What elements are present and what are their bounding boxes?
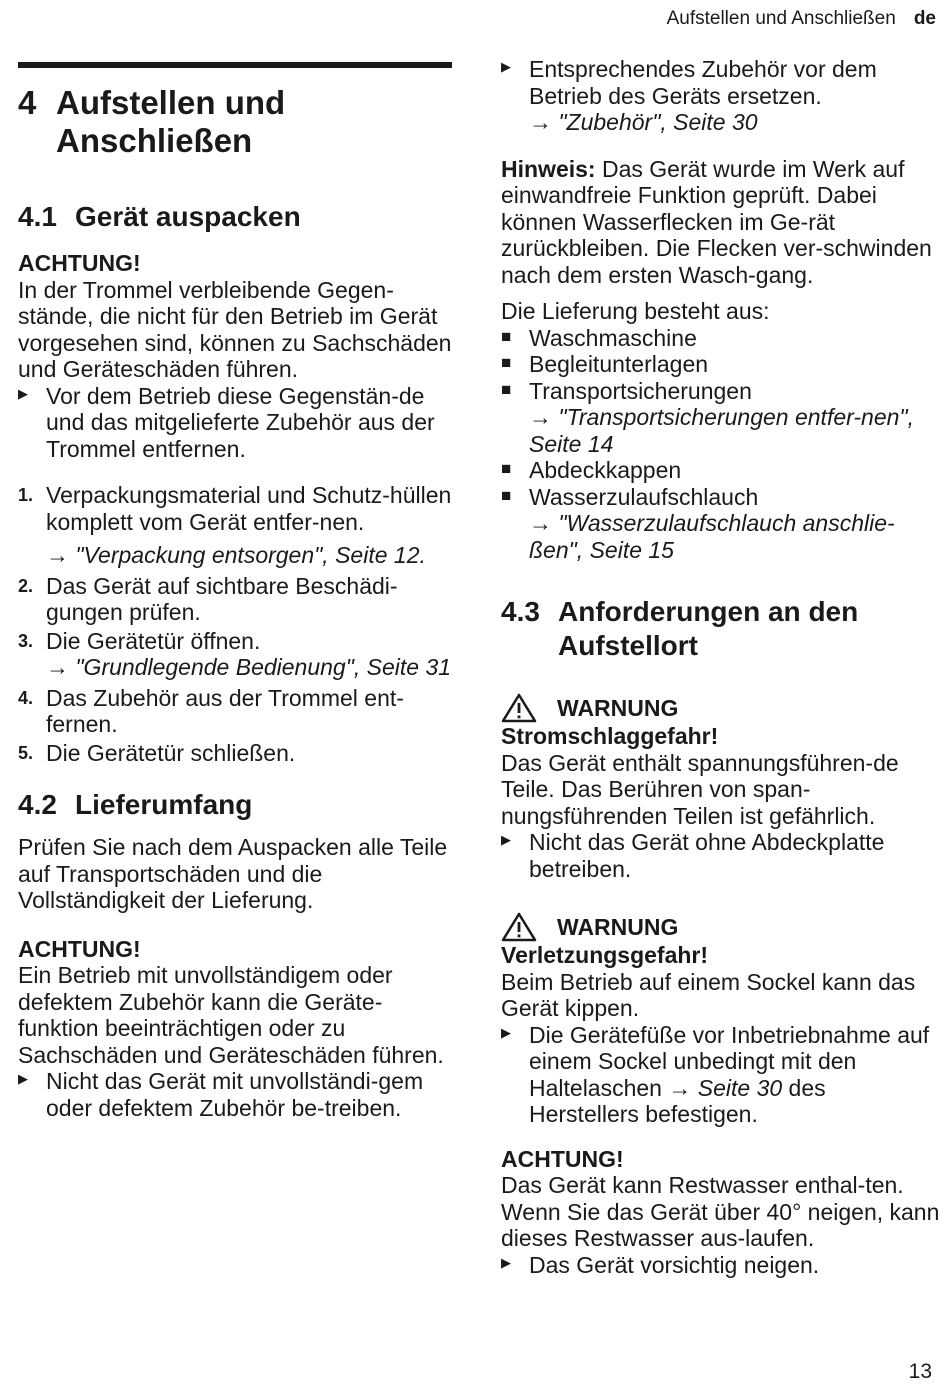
note-text: Das Gerät wurde im Werk auf einwandfreie Funktion geprüft. Dabei können Wasserflecken im Ge-rät zurückbleiben. Die Flecken ver-schwinden nach dem ersten Wasch-gang.	[501, 155, 932, 288]
list-item	[501, 378, 941, 458]
action-bullet	[501, 829, 941, 882]
list-item-text: Transportsicherungen	[529, 377, 752, 404]
step-number: 4.	[18, 687, 34, 708]
hazard-title: Verletzungsgefahr!	[501, 942, 709, 968]
list-item	[501, 351, 941, 378]
warning-text: In der Trommel verbleibende Gegen-stände, die nicht für den Betrieb im Gerät vorgesehen sind, können zu Sachschäden und Geräteschäden führen.	[18, 276, 452, 382]
step-number: 5.	[18, 742, 34, 763]
step-text: Das Zubehör aus der Trommel ent-fernen.	[46, 684, 404, 737]
bullet-text: des Herstellers befestigen.	[529, 1074, 826, 1127]
list-item-text: Begleitunterlagen	[529, 351, 709, 377]
caution-text: Das Gerät kann Restwasser enthal-ten. Wenn Sie das Gerät über 40° neigen, kann dieses Restwasser aus-laufen.	[501, 1172, 940, 1251]
list-item-text: Wasserzulaufschlauch	[529, 483, 759, 510]
section-title-line2: Aufstellort	[558, 630, 698, 661]
warning-label: WARNUNG	[557, 694, 679, 721]
square-bullet-icon: ■	[501, 353, 512, 372]
step-text: Die Gerätetür öffnen.	[46, 627, 261, 654]
hazard-text: Beim Betrieb auf einem Sockel kann das Gerät kippen.	[501, 968, 916, 1021]
square-bullet-icon: ■	[501, 379, 512, 399]
bullet-text: Nicht das Gerät ohne Abdeckplatte betreiben.	[529, 829, 885, 882]
bullet-text: Entsprechendes Zubehör vor dem Betrieb des Geräts ersetzen.	[529, 56, 877, 109]
triangle-bullet-icon: ▶	[501, 1024, 511, 1040]
bullet-text: Die Gerätefüße vor Inbetriebnahme auf einem Sockel unbedingt mit den Haltelaschen	[529, 1021, 930, 1101]
triangle-bullet-icon: ▶	[501, 1254, 511, 1270]
action-bullet	[18, 1068, 452, 1121]
section-title: Lieferumfang	[75, 789, 253, 820]
triangle-bullet-icon: ▶	[18, 385, 28, 401]
step-1	[18, 482, 452, 535]
warning-triangle-icon	[501, 912, 537, 942]
list-item-text: Waschmaschine	[529, 324, 697, 351]
right-column	[501, 56, 941, 1278]
cross-reference-link[interactable]: → "Wasserzulaufschlauch anschlie-ßen", Seite 15	[529, 510, 895, 563]
triangle-bullet-icon: ▶	[18, 1071, 28, 1086]
square-bullet-icon: ■	[501, 326, 512, 346]
header-title: Aufstellen und Anschließen	[666, 8, 896, 29]
square-bullet-icon: ■	[501, 485, 512, 505]
running-header	[667, 8, 936, 30]
step-4	[18, 685, 452, 738]
left-column	[18, 56, 452, 1121]
chapter-heading	[18, 84, 452, 160]
cross-reference-link[interactable]: → "Transportsicherungen entfer-nen", Seite 14	[529, 404, 914, 457]
section-intro: Prüfen Sie nach dem Auspacken alle Teile auf Transportschäden und die Vollständigkeit der Lieferung.	[18, 834, 448, 913]
warning-header	[501, 693, 941, 723]
warning-label: WARNUNG	[557, 913, 679, 940]
square-bullet-icon: ■	[501, 459, 512, 478]
bullet-text: Vor dem Betrieb diese Gegenstän-de und das mitgelieferte Zubehör aus der Trommel entfernen.	[46, 382, 435, 462]
action-bullet	[501, 1252, 941, 1279]
section-4-1-heading	[18, 200, 452, 234]
warning-header	[501, 912, 941, 942]
action-bullet	[501, 1022, 941, 1128]
cross-reference-link[interactable]: → Seite 30	[668, 1074, 783, 1101]
section-4-2-heading	[18, 788, 452, 822]
list-item-text: Abdeckkappen	[529, 457, 682, 483]
achtung-label: ACHTUNG!	[18, 935, 141, 962]
step-3	[18, 628, 452, 681]
achtung-label: ACHTUNG!	[18, 250, 141, 276]
action-bullet	[18, 383, 452, 463]
step-text: Die Gerätetür schließen.	[46, 739, 296, 766]
triangle-bullet-icon: ▶	[501, 59, 511, 74]
achtung-label: ACHTUNG!	[501, 1145, 624, 1172]
step-number: 1.	[18, 485, 34, 505]
step-text: Das Gerät auf sichtbare Beschädi-gungen prüfen.	[46, 572, 398, 625]
chapter-title-line1: Aufstellen und	[56, 84, 286, 121]
hazard-title: Stromschlaggefahr!	[501, 723, 719, 749]
bullet-text: Das Gerät vorsichtig neigen.	[529, 1251, 820, 1278]
section-title-line1: Anforderungen an den	[558, 596, 859, 627]
section-number: 4.1	[18, 201, 57, 232]
section-number: 4.3	[501, 596, 540, 627]
list-item	[501, 457, 941, 484]
action-bullet	[501, 56, 941, 136]
section-4-3-heading	[501, 595, 941, 663]
cross-reference-link[interactable]: → "Grundlegende Bedienung", Seite 31	[46, 654, 452, 680]
chapter-number: 4	[18, 84, 37, 121]
cross-reference-link[interactable]: → "Zubehör", Seite 30	[529, 109, 758, 135]
list-item	[501, 484, 941, 564]
step-1-ref	[18, 542, 452, 569]
triangle-bullet-icon: ▶	[501, 832, 511, 847]
note-paragraph	[501, 156, 941, 289]
hazard-text: Das Gerät enthält spannungsführen-de Teile. Das Berühren von span-nungsführenden Teilen ist gefährlich.	[501, 749, 899, 829]
cross-reference-link[interactable]: → "Verpackung entsorgen", Seite 12.	[46, 542, 426, 568]
chapter-rule	[18, 62, 452, 68]
section-number: 4.2	[18, 789, 57, 820]
list-item	[501, 325, 941, 352]
step-2	[18, 573, 452, 626]
warning-triangle-icon	[501, 693, 537, 723]
step-number: 3.	[18, 630, 34, 651]
delivery-intro: Die Lieferung besteht aus:	[501, 298, 770, 324]
step-number: 2.	[18, 575, 34, 596]
warning-text: Ein Betrieb mit unvollständigem oder defektem Zubehör kann die Geräte-funktion beeinträchtigen oder zu Sachschäden und Geräteschäden führen.	[18, 962, 444, 1068]
step-5	[18, 740, 452, 767]
step-text: Verpackungsmaterial und Schutz-hüllen komplett vom Gerät entfer-nen.	[46, 482, 452, 535]
bullet-text: Nicht das Gerät mit unvollständi-gem oder defektem Zubehör be-treiben.	[46, 1068, 424, 1121]
section-title: Gerät auspacken	[75, 201, 301, 232]
chapter-title-line2: Anschließen	[56, 122, 253, 159]
page-number: 13	[908, 1360, 932, 1383]
note-label: Hinweis:	[501, 155, 596, 182]
language-code: de	[913, 8, 936, 29]
